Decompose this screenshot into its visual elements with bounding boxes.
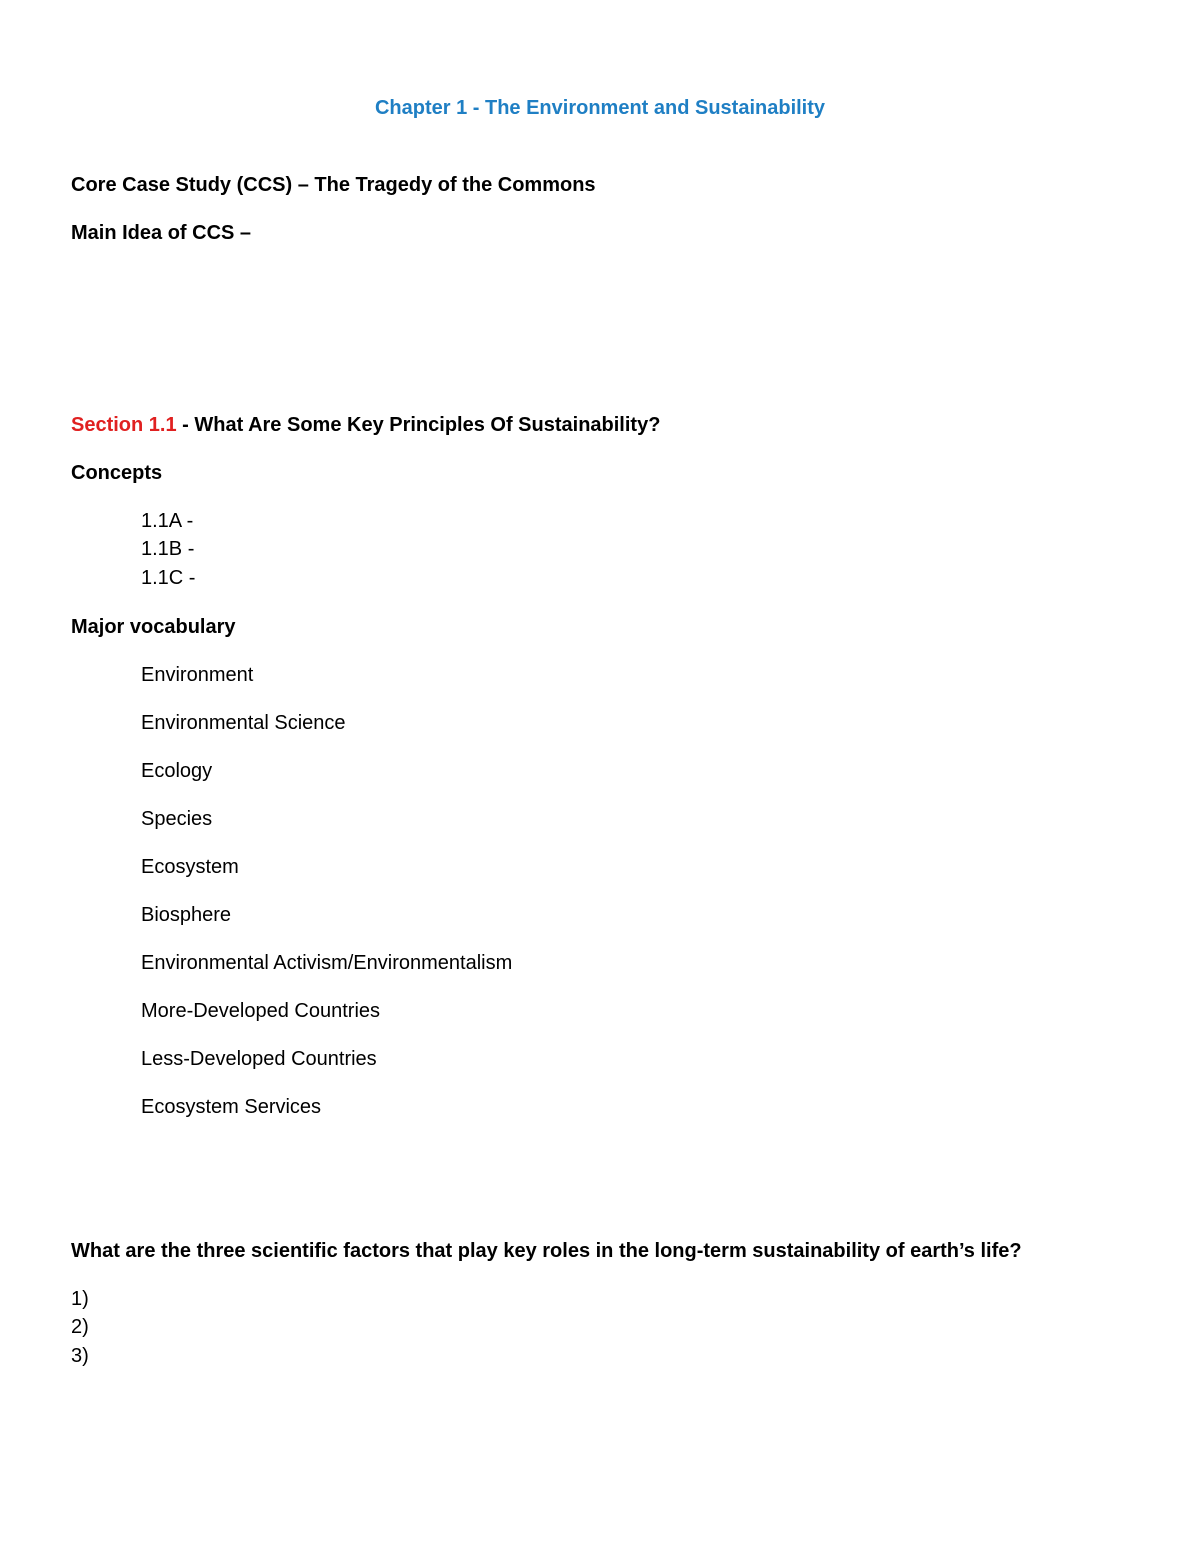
concept-item: 1.1C - [141,567,196,589]
vocabulary-term: Species [141,808,213,830]
vocabulary-term: Environmental Activism/Environmentalism [141,952,513,974]
concepts-label: Concepts [71,462,163,484]
section-heading [71,413,660,437]
vocabulary-term: More-Developed Countries [141,1000,381,1022]
section-number: Section 1.1 [71,414,177,436]
concept-item: 1.1B - [141,538,195,560]
core-case-study-heading: Core Case Study (CCS) – The Tragedy of the Commons [71,174,596,196]
answer-item: 3) [71,1345,89,1367]
vocabulary-term: Biosphere [141,904,232,926]
vocabulary-term: Ecology [141,760,213,782]
vocabulary-term: Less-Developed Countries [141,1048,377,1070]
answer-item: 2) [71,1316,89,1338]
concept-item: 1.1A - [141,510,194,532]
main-idea-label: Main Idea of CCS – [71,222,252,244]
question-text: What are the three scientific factors that play key roles in the long-term sustainability of earth’s life? [71,1240,1022,1262]
vocabulary-term: Ecosystem [141,856,239,878]
section-title: - What Are Some Key Principles Of Sustainability? [176,414,661,436]
chapter-title: Chapter 1 - The Environment and Sustainability [374,97,826,119]
vocabulary-term: Environmental Science [141,712,346,734]
answer-item: 1) [71,1288,89,1310]
vocabulary-term: Environment [141,664,254,686]
vocabulary-term: Ecosystem Services [141,1096,322,1118]
vocabulary-label: Major vocabulary [71,616,236,638]
